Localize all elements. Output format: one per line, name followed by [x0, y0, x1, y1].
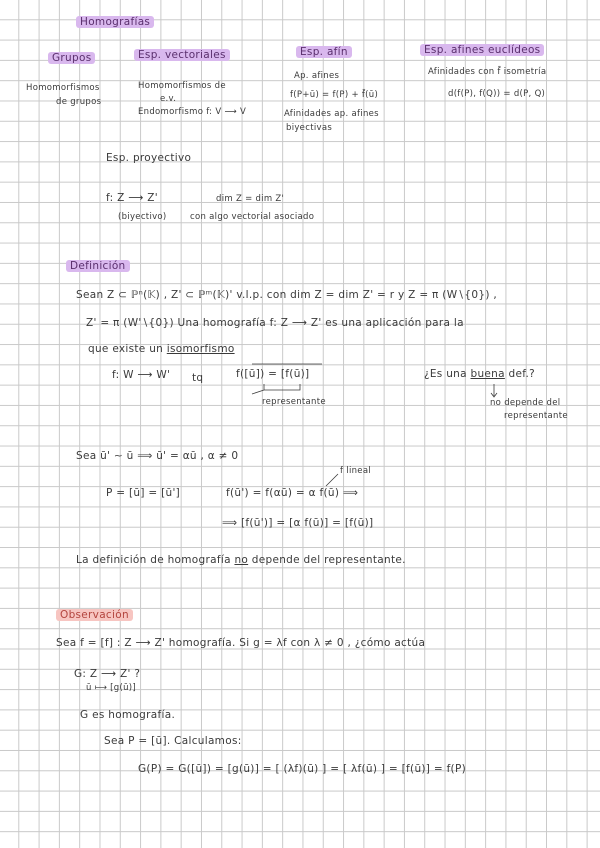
afin-line-2: f(P+ū) = f(P) + f̄(ū): [290, 90, 379, 100]
question: ¿Es una buena def.?: [424, 368, 535, 380]
vect-line-3: Endomorfismo f: V ⟶ V: [138, 107, 247, 117]
observation-line-4: G es homografía.: [80, 709, 176, 721]
observation-line-6: G(P) = G([ū]) = [g(ū)] = [ (λf)(ū) ] = [ λf(ū) ] = [f(ū)] = f(P): [138, 763, 466, 775]
afin-line-3: Afinidades ap. afines: [284, 109, 379, 119]
projective-map: f: Z ⟶ Z': [106, 192, 158, 204]
afin-line-4: biyectivas: [286, 123, 333, 133]
definition-eq: f([ū]) = [f(ū)]: [236, 368, 310, 380]
projective-dim: dim Z = dim Z': [216, 194, 285, 204]
eucl-line-2: d(f(P), f(Q)) = d(P, Q): [448, 89, 546, 99]
flineal-arrow: [326, 474, 338, 486]
observation-line-5: Sea P = [ū]. Calculamos:: [104, 735, 242, 747]
representante-label: representante: [262, 397, 326, 407]
representante-bracket: [264, 384, 300, 390]
observation-line-3: ū ⟼ [g(ū)]: [86, 683, 137, 693]
category-esp-afines-euclideos: Esp. afines euclídeos: [420, 44, 544, 56]
page-title: Homografías: [76, 16, 154, 28]
definition-tq: tq: [192, 372, 204, 384]
observation-line-2: G: Z ⟶ Z' ?: [74, 668, 141, 680]
isomorfismo-underlined: isomorfismo: [166, 343, 235, 355]
grupos-line-2: de grupos: [56, 97, 102, 107]
category-esp-afin: Esp. afín: [296, 46, 352, 58]
proof-p-eq: P = [ū] = [ū']: [106, 487, 181, 499]
proof-sea: Sea ū' ∼ ū ⟹ ū' = αū , α ≠ 0: [76, 450, 239, 462]
buena-arrowhead: [491, 393, 497, 397]
definition-line-3: que existe un isomorfismo: [88, 343, 235, 355]
definition-map: f: W ⟶ W': [112, 369, 171, 381]
eucl-line-1: Afinidades con f̄ isometría: [428, 67, 547, 77]
representante2-label: representante: [504, 411, 568, 421]
proof-flineal: f lineal: [340, 466, 372, 476]
vect-line-2: e.v.: [160, 94, 177, 104]
category-grupos: Grupos: [48, 52, 95, 64]
proof-conclusion: La definición de homografía no depende del representante.: [76, 554, 406, 566]
no-depende-label: no depende del: [490, 398, 561, 408]
observation-tag: Observación: [56, 609, 133, 621]
afin-line-1: Ap. afines: [294, 71, 340, 81]
projective-label: Esp. proyectivo: [106, 152, 192, 164]
definition-line-2: Z' = π (W'∖{0}) Una homografía f: Z ⟶ Z' es una aplicación para la: [86, 317, 464, 329]
definition-line-1: Sean Z ⊂ ℙⁿ(𝕂) , Z' ⊂ ℙᵐ(𝕂)' v.l.p. con dim Z = dim Z' = r y Z = π (W∖{0}) ,: [76, 289, 497, 301]
observation-line-1: Sea f = [f] : Z ⟶ Z' homografía. Si g = λf con λ ≠ 0 , ¿cómo actúa: [56, 637, 426, 649]
category-esp-vectoriales: Esp. vectoriales: [134, 49, 230, 61]
definition-tag: Definición: [66, 260, 130, 272]
projective-assoc: con algo vectorial asociado: [190, 212, 315, 222]
vect-line-1: Homomorfismos de: [138, 81, 226, 91]
proof-f-chain: f(ū') = f(αū) = α f(ū) ⟹: [226, 487, 359, 499]
grupos-line-1: Homomorfismos: [26, 83, 100, 93]
projective-biyectivo: (biyectivo): [118, 212, 167, 222]
proof-result: ⟹ [f(ū')] = [α f(ū)] = [f(ū)]: [222, 517, 374, 529]
representante-arrow: [252, 390, 264, 394]
